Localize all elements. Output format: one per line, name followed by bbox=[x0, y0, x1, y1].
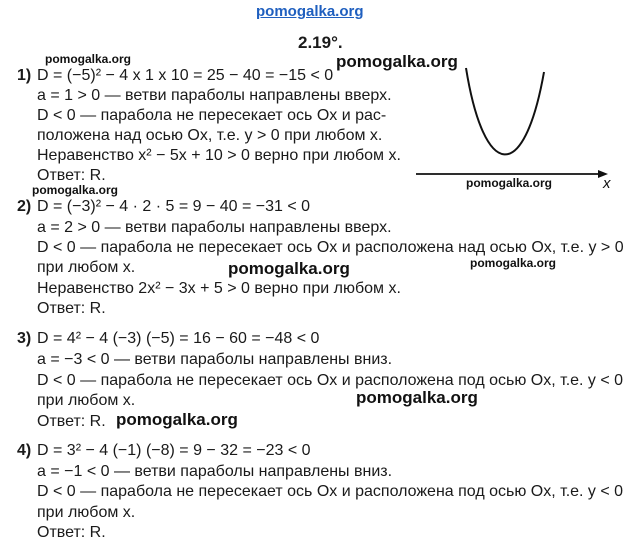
problem-4-line-3: D < 0 — парабола не пересекает ось Ox и расположена под осью Ox, т.е. y < 0 bbox=[37, 483, 624, 500]
exercise-title: 2.19°. bbox=[298, 33, 343, 52]
problem-3-line-3: D < 0 — парабола не пересекает ось Ox и расположена под осью Ox, т.е. y < 0 bbox=[37, 372, 624, 389]
problem-1-number: 1) bbox=[17, 67, 32, 84]
problem-2-line-3: D < 0 — парабола не пересекает ось Ox и расположена над осью Ox, т.е. y > 0 bbox=[37, 239, 624, 256]
parabola-graph bbox=[412, 60, 617, 195]
problem-3-line-1: 3) D = 4² − 4 (−3) (−5) = 16 − 60 = −48 < 0 bbox=[17, 330, 320, 347]
problem-2-line-4: при любом x. bbox=[37, 259, 136, 276]
watermark-top: pomogalka.org bbox=[256, 3, 364, 20]
problem-2-answer: Ответ: R. bbox=[37, 300, 106, 317]
problem-4-answer: Ответ: R. bbox=[37, 524, 106, 541]
watermark: pomogalka.org bbox=[356, 388, 478, 407]
watermark: pomogalka.org bbox=[45, 52, 132, 66]
watermark: pomogalka.org bbox=[228, 259, 350, 278]
problem-4-line-2: a = −1 < 0 — ветви параболы направлены вниз. bbox=[37, 463, 393, 480]
parabola-curve bbox=[466, 68, 544, 154]
watermark: pomogalka.org bbox=[466, 176, 553, 190]
problem-1-answer: Ответ: R. bbox=[37, 167, 106, 184]
problem-3-line-4: при любом x. bbox=[37, 392, 136, 409]
problem-1-line-3: D < 0 — парабола не пересекает ось Ox и рас- bbox=[37, 107, 387, 124]
problem-2-number: 2) bbox=[17, 198, 32, 215]
problem-1-line-1: 1) D = (−5)² − 4 x 1 x 10 = 25 − 40 = −15 < 0 bbox=[17, 67, 334, 84]
watermark: pomogalka.org bbox=[470, 256, 557, 270]
problem-4-number: 4) bbox=[17, 442, 32, 459]
problem-4-line-1: 4) D = 3² − 4 (−1) (−8) = 9 − 32 = −23 < 0 bbox=[17, 442, 311, 459]
watermark: pomogalka.org bbox=[336, 52, 458, 71]
problem-1-line-5: Неравенство x² − 5x + 10 > 0 верно при любом x. bbox=[37, 147, 401, 164]
x-axis-label: x bbox=[603, 175, 611, 192]
problem-1-line-2: a = 1 > 0 — ветви параболы направлены вверх. bbox=[37, 87, 392, 104]
problem-1-line-4: положена над осью Ox, т.е. y > 0 при любом x. bbox=[37, 127, 383, 144]
problem-3-answer: Ответ: R. bbox=[37, 413, 106, 430]
problem-3-line-2: a = −3 < 0 — ветви параболы направлены вниз. bbox=[37, 351, 393, 368]
watermark: pomogalka.org bbox=[32, 183, 119, 197]
problem-2-line-5: Неравенство 2x² − 3x + 5 > 0 верно при любом x. bbox=[37, 280, 401, 297]
problem-4-line-4: при любом x. bbox=[37, 504, 136, 521]
watermark: pomogalka.org bbox=[116, 410, 238, 429]
problem-2-line-2: a = 2 > 0 — ветви параболы направлены вверх. bbox=[37, 219, 392, 236]
problem-2-line-1: 2) D = (−3)² − 4 · 2 · 5 = 9 − 40 = −31 < 0 bbox=[17, 198, 311, 215]
problem-3-number: 3) bbox=[17, 330, 32, 347]
